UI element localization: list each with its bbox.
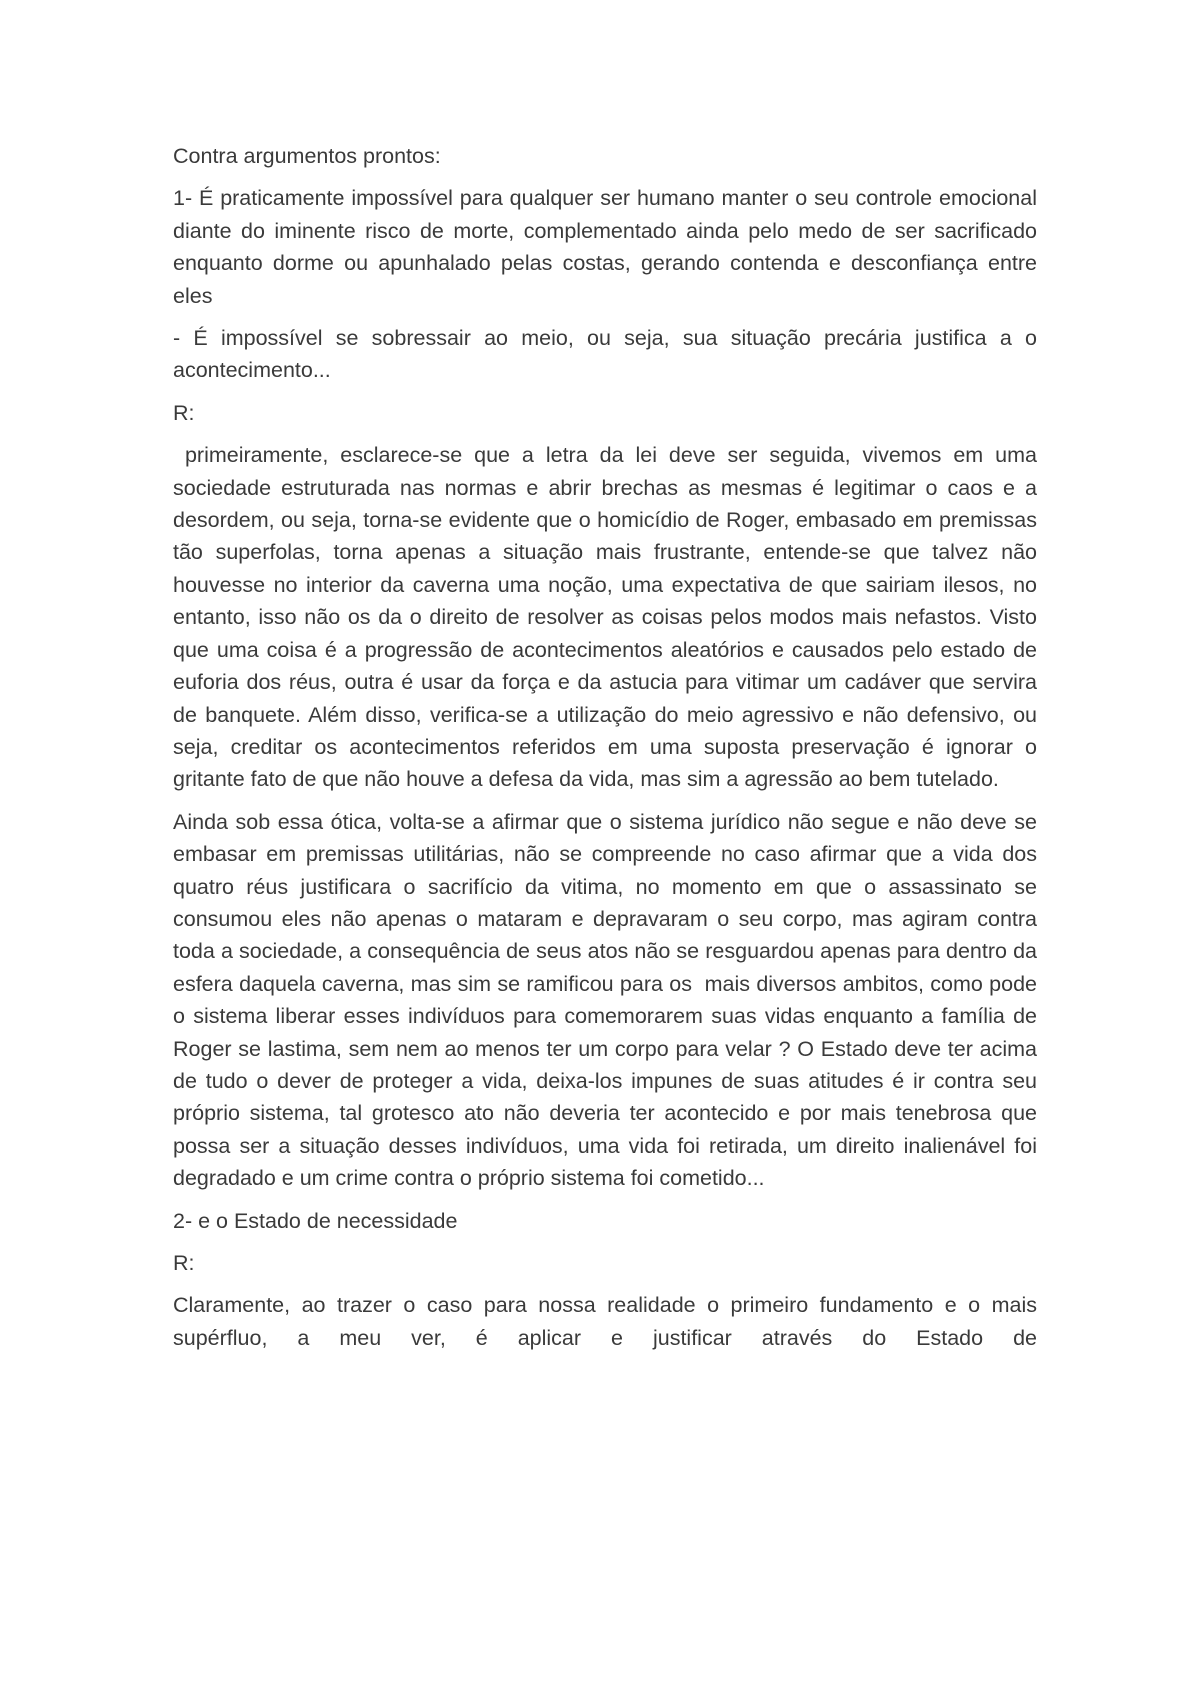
paragraph-response-3: Claramente, ao trazer o caso para nossa realidade o primeiro fundamento e o mais supérfluo, a meu ver, é aplicar e justificar através do Estado de <box>173 1293 1043 1350</box>
paragraph-response-1: primeiramente, esclarece-se que a letra da lei deve ser seguida, vivemos em uma sociedade estruturada nas normas e abrir brechas as mesmas é legitimar o caos e a desordem, ou seja, torna-se evidente que o homicídio de Roger, embasado em premissas tão superfolas, torna apenas a situação mais frustrante, entende-se que talvez não houvesse no interior da caverna uma noção, uma expectativa de que sairiam ilesos, no entanto, isso não os da o direito de resolver as coisas pelos modos mais nefastos. Visto que uma coisa é a progressão de acontecimentos aleatórios e causados pelo estado de euforia dos réus, outra é usar da força e da astucia para vitimar um cadáver que servira de banquete. Além disso, verifica-se a utilização do meio agressivo e não defensivo, ou seja, creditar os acontecimentos referidos em uma suposta preservação é ignorar o gritante fato de que não houve a defesa da vida, mas sim a agressão ao bem tutelado. <box>173 443 1043 792</box>
response-label: R: <box>173 400 195 425</box>
paragraph-response-2: Ainda sob essa ótica, volta-se a afirmar que o sistema jurídico não segue e não deve se embasar em premissas utilitárias, não se compreende no caso afirmar que a vida dos quatro réus justificara o sacrifício da vitima, no momento em que o assassinato se consumou eles não apenas o mataram e depravaram o seu corpo, mas agiram contra toda a sociedade, a consequência de seus atos não se resguardou apenas para dentro da esfera daquela caverna, mas sim se ramificou para os mais diversos ambitos, como pode o sistema liberar esses indivíduos para comemorarem suas vidas enquanto a família de Roger se lastima, sem nem ao menos ter um corpo para velar ? O Estado deve ter acima de tudo o dever de proteger a vida, deixa-los impunes de suas atitudes é ir contra seu próprio sistema, tal grotesco ato não deveria ter acontecido e por mais tenebrosa que possa ser a situação desses indivíduos, uma vida foi retirada, um direito inalienável foi degradado e um crime contra o próprio sistema foi cometido... <box>173 809 1043 1191</box>
document-heading: Contra argumentos prontos: <box>173 144 441 168</box>
question-2: 2- e o Estado de necessidade <box>173 1208 458 1233</box>
paragraph-argument-2: - É impossível se sobressair ao meio, ou seja, sua situação precária justifica a o acontecimento... <box>173 326 1043 383</box>
response-label: R: <box>173 1251 195 1275</box>
document-body <box>173 140 1043 1364</box>
paragraph-argument-1: 1- É praticamente impossível para qualquer ser humano manter o seu controle emocional diante do iminente risco de morte, complementado ainda pelo medo de ser sacrificado enquanto dorme ou apunhalado pelas costas, gerando contenda e desconfiança entre eles <box>173 186 1043 308</box>
